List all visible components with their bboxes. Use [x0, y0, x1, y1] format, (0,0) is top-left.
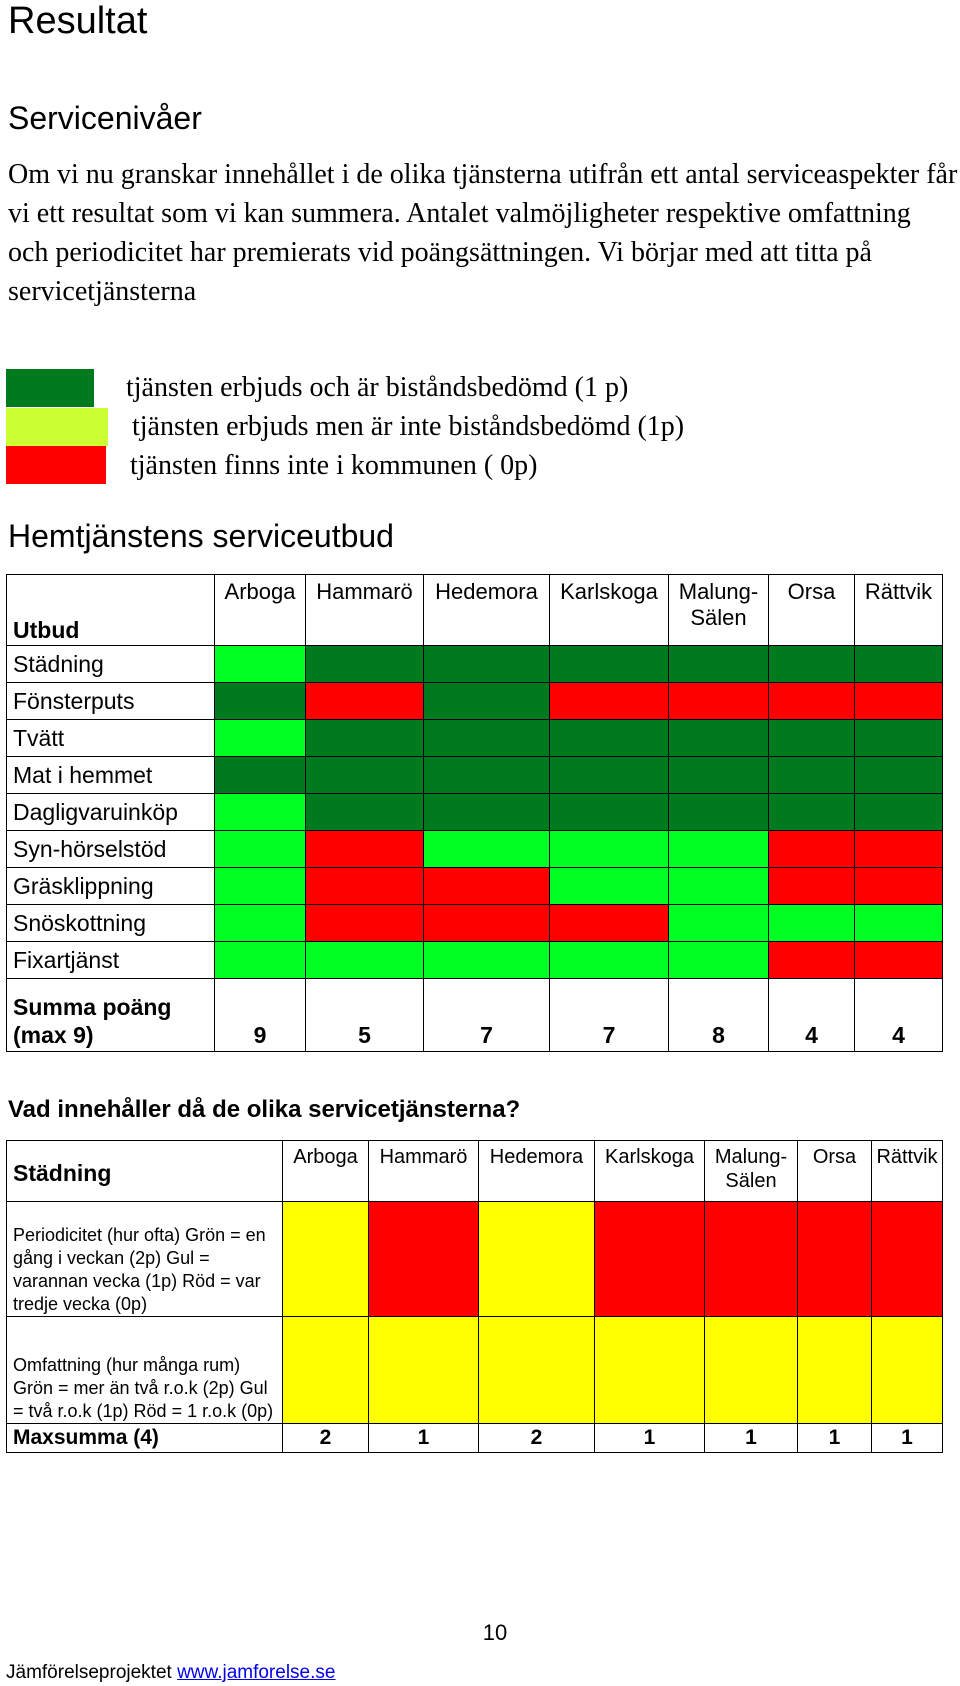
service-row: [7, 646, 943, 683]
legend-swatch-red: [6, 446, 106, 484]
status-cell: [306, 757, 424, 794]
sum-value: 7: [550, 979, 669, 1052]
status-cell: [669, 646, 769, 683]
status-cell: [550, 720, 669, 757]
status-cell: [769, 794, 855, 831]
service-row: [7, 757, 943, 794]
stadning-header: Städning: [7, 1141, 283, 1202]
page-number: 10: [482, 1620, 508, 1645]
status-cell: [769, 683, 855, 720]
status-cell: [550, 757, 669, 794]
municipality-header: Karlskoga: [550, 575, 669, 646]
criteria-row: [7, 1317, 943, 1424]
legend-text-3: tjänsten finns inte i kommunen ( 0p): [130, 450, 538, 481]
status-cell: [215, 646, 306, 683]
service-label: Städning: [7, 646, 215, 683]
status-cell: [769, 646, 855, 683]
status-cell: [550, 794, 669, 831]
status-cell: [424, 683, 550, 720]
service-label: Syn-hörselstöd: [7, 831, 215, 868]
status-cell: [855, 831, 943, 868]
municipality-header: Rättvik: [855, 575, 943, 646]
section-title: Servicenivåer: [8, 100, 202, 136]
utbud-header: Utbud: [7, 575, 215, 646]
service-label: Fönsterputs: [7, 683, 215, 720]
status-cell: [855, 646, 943, 683]
status-cell: [215, 905, 306, 942]
status-cell: [855, 794, 943, 831]
legend-swatch-lime: [6, 408, 108, 446]
footer-link[interactable]: www.jamforelse.se: [177, 1662, 336, 1683]
sum-label: Maxsumma (4): [7, 1424, 283, 1453]
status-cell: [769, 905, 855, 942]
service-label: Fixartjänst: [7, 942, 215, 979]
municipality-header: Rättvik: [872, 1141, 943, 1202]
status-cell: [550, 831, 669, 868]
stadning-header-row: [7, 1141, 943, 1202]
status-cell: [855, 757, 943, 794]
sum-label-line2: (max 9): [13, 1022, 94, 1048]
municipality-header: Hammarö: [369, 1141, 479, 1202]
footer-text: Jämförelseprojektet: [6, 1662, 178, 1683]
municipality-header: Hammarö: [306, 575, 424, 646]
sum-label: [7, 979, 215, 1052]
status-cell: [669, 942, 769, 979]
status-cell: [550, 942, 669, 979]
status-cell: [306, 683, 424, 720]
sum-value: 1: [595, 1424, 705, 1453]
sum-value: 1: [872, 1424, 943, 1453]
status-cell: [769, 720, 855, 757]
stadning-table: [6, 1140, 943, 1453]
status-cell: [424, 757, 550, 794]
status-cell: [550, 646, 669, 683]
status-cell: [283, 1202, 369, 1317]
status-cell: [424, 942, 550, 979]
footer: [6, 1662, 335, 1684]
status-cell: [306, 720, 424, 757]
sum-value: 7: [424, 979, 550, 1052]
municipality-header: Malung- Sälen: [669, 575, 769, 646]
sum-value: 9: [215, 979, 306, 1052]
status-cell: [855, 905, 943, 942]
status-cell: [669, 720, 769, 757]
status-cell: [306, 794, 424, 831]
municipality-header: Orsa: [769, 575, 855, 646]
hemtjanst-header-row: [7, 575, 943, 646]
status-cell: [424, 905, 550, 942]
page-title: Resultat: [8, 0, 148, 42]
status-cell: [283, 1317, 369, 1424]
status-cell: [550, 905, 669, 942]
legend-swatch-dark-green: [6, 369, 94, 407]
municipality-header: Arboga: [283, 1141, 369, 1202]
status-cell: [669, 794, 769, 831]
service-label: Dagligvaruinköp: [7, 794, 215, 831]
service-row: [7, 794, 943, 831]
sum-value: 8: [669, 979, 769, 1052]
hemtjanst-title: Hemtjänstens serviceutbud: [8, 518, 394, 554]
service-label: Mat i hemmet: [7, 757, 215, 794]
status-cell: [595, 1202, 705, 1317]
municipality-header: Malung- Sälen: [705, 1141, 798, 1202]
status-cell: [705, 1202, 798, 1317]
municipality-header: Hedemora: [424, 575, 550, 646]
status-cell: [669, 905, 769, 942]
status-cell: [215, 942, 306, 979]
service-row: [7, 905, 943, 942]
status-cell: [855, 942, 943, 979]
municipality-header: Orsa: [798, 1141, 872, 1202]
status-cell: [215, 683, 306, 720]
status-cell: [424, 720, 550, 757]
status-cell: [424, 868, 550, 905]
status-cell: [769, 942, 855, 979]
status-cell: [669, 683, 769, 720]
status-cell: [769, 868, 855, 905]
criteria-label: Omfattning (hur många rum) Grön = mer än två r.o.k (2p) Gul = två r.o.k (1p) Röd = 1 r.o.k (0p): [7, 1317, 283, 1424]
status-cell: [872, 1317, 943, 1424]
status-cell: [306, 831, 424, 868]
status-cell: [215, 794, 306, 831]
status-cell: [769, 757, 855, 794]
sum-value: 4: [769, 979, 855, 1052]
legend-text-2: tjänsten erbjuds men är inte biståndsbedömd (1p): [132, 411, 685, 442]
service-label: Snöskottning: [7, 905, 215, 942]
status-cell: [872, 1202, 943, 1317]
status-cell: [306, 942, 424, 979]
status-cell: [306, 646, 424, 683]
status-cell: [769, 831, 855, 868]
service-label: Tvätt: [7, 720, 215, 757]
sum-label-line1: Summa poäng: [13, 994, 172, 1020]
status-cell: [424, 794, 550, 831]
sum-value: 2: [479, 1424, 595, 1453]
stadning-sum-row: [7, 1424, 943, 1453]
status-cell: [215, 868, 306, 905]
service-row: [7, 868, 943, 905]
service-row: [7, 720, 943, 757]
question-title: Vad innehåller då de olika servicetjänsterna?: [8, 1096, 521, 1123]
status-cell: [595, 1317, 705, 1424]
criteria-row: [7, 1202, 943, 1317]
status-cell: [424, 646, 550, 683]
sum-value: 2: [283, 1424, 369, 1453]
status-cell: [306, 905, 424, 942]
hemtjanst-sum-row: [7, 979, 943, 1052]
sum-value: 1: [369, 1424, 479, 1453]
service-row: [7, 831, 943, 868]
status-cell: [479, 1202, 595, 1317]
status-cell: [215, 831, 306, 868]
status-cell: [855, 683, 943, 720]
criteria-label: Periodicitet (hur ofta) Grön = en gång i veckan (2p) Gul = varannan vecka (1p) Röd = var tredje vecka (0p): [7, 1202, 283, 1317]
service-row: [7, 683, 943, 720]
status-cell: [550, 683, 669, 720]
municipality-header: Hedemora: [479, 1141, 595, 1202]
sum-value: 1: [705, 1424, 798, 1453]
sum-value: 5: [306, 979, 424, 1052]
sum-value: 1: [798, 1424, 872, 1453]
service-label: Gräsklippning: [7, 868, 215, 905]
service-row: [7, 942, 943, 979]
status-cell: [215, 757, 306, 794]
status-cell: [705, 1317, 798, 1424]
status-cell: [369, 1317, 479, 1424]
status-cell: [798, 1202, 872, 1317]
municipality-header: Karlskoga: [595, 1141, 705, 1202]
status-cell: [306, 868, 424, 905]
status-cell: [669, 868, 769, 905]
hemtjanst-table: [6, 574, 943, 1052]
status-cell: [855, 868, 943, 905]
status-cell: [798, 1317, 872, 1424]
status-cell: [424, 831, 550, 868]
status-cell: [550, 868, 669, 905]
status-cell: [215, 720, 306, 757]
municipality-header: Arboga: [215, 575, 306, 646]
sum-value: 4: [855, 979, 943, 1052]
legend-text-1: tjänsten erbjuds och är biståndsbedömd (1 p): [126, 372, 629, 403]
status-cell: [669, 757, 769, 794]
intro-paragraph: Om vi nu granskar innehållet i de olika tjänsterna utifrån ett antal serviceaspekter får vi ett resultat som vi kan summera. Antalet valmöjligheter respektive omfattning och periodicitet har premierats vid poängsättningen. Vi börjar med att titta på servicetjänsterna: [8, 159, 958, 307]
status-cell: [479, 1317, 595, 1424]
status-cell: [855, 720, 943, 757]
status-cell: [669, 831, 769, 868]
status-cell: [369, 1202, 479, 1317]
